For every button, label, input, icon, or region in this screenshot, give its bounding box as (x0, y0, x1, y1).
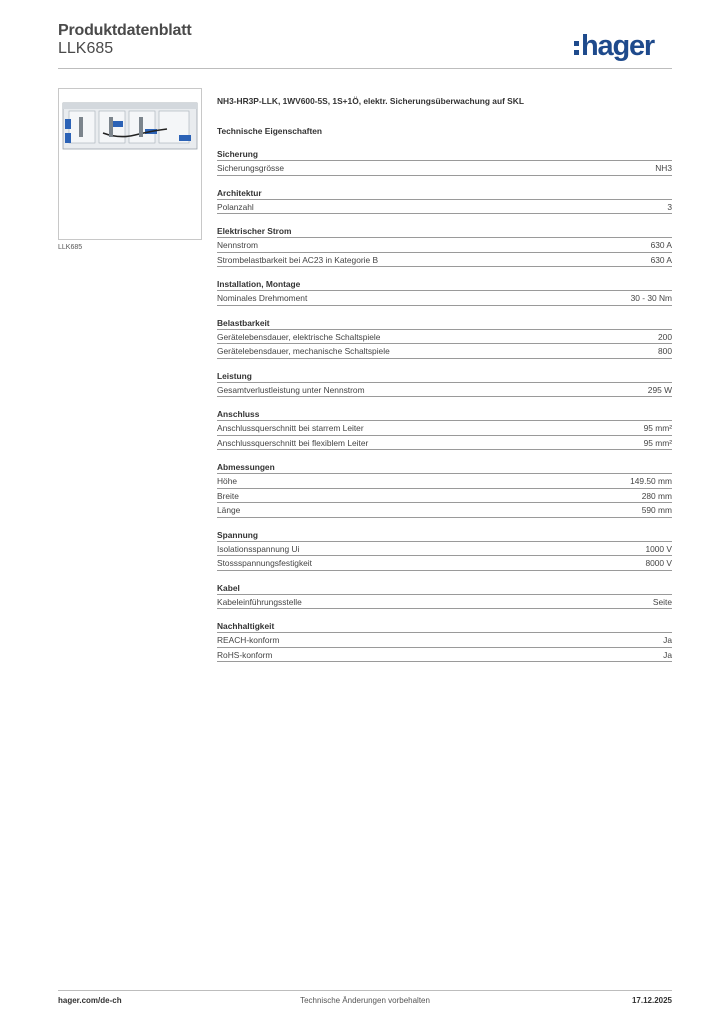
property-row (217, 200, 672, 215)
fuse-switch-illustration-icon (59, 89, 201, 239)
property-value: 800 (658, 346, 672, 356)
group-title: Nachhaltigkeit (217, 621, 672, 633)
logo-text: hager (581, 29, 654, 62)
footer-divider (58, 990, 672, 991)
logo-dots-icon (574, 41, 579, 55)
group-title: Sicherung (217, 149, 672, 161)
group-title: Anschluss (217, 409, 672, 421)
property-label: REACH-konform (217, 635, 280, 645)
property-label: Nennstrom (217, 240, 258, 250)
group-title: Leistung (217, 371, 672, 383)
group-title: Installation, Montage (217, 279, 672, 291)
property-label: Isolationsspannung Ui (217, 543, 300, 554)
product-image (58, 88, 202, 240)
group-title: Elektrischer Strom (217, 226, 672, 238)
property-label: Breite (217, 490, 239, 501)
property-row (217, 633, 672, 648)
property-label: Gerätelebensdauer, elektrische Schaltspiele (217, 331, 381, 342)
property-row (217, 344, 672, 359)
property-row (217, 474, 672, 489)
property-row (217, 648, 672, 663)
image-caption: LLK685 (58, 244, 83, 251)
property-row (217, 383, 672, 398)
property-value: 95 mm² (643, 437, 672, 448)
property-label: RoHS-konform (217, 649, 273, 660)
property-row (217, 238, 672, 253)
property-label: Gerätelebensdauer, mechanische Schaltspiele (217, 346, 390, 356)
property-label: Strombelastbarkeit bei AC23 in Kategorie B (217, 254, 379, 265)
property-value: Ja (663, 635, 672, 645)
article-number: LLK685 (58, 40, 114, 57)
property-value: 30 - 30 Nm (630, 293, 672, 303)
property-value: Seite (652, 596, 672, 607)
group-title: Belastbarkeit (217, 318, 672, 330)
brand-logo (574, 26, 654, 66)
property-label: Kabeleinführungsstelle (217, 596, 302, 607)
product-description: NH3-HR3P-LLK, 1WV600-5S, 1S+1Ö, elektr. Sicherungsüberwachung auf SKL (217, 96, 524, 106)
property-value: 590 mm (641, 505, 672, 515)
property-label: Anschlussquerschnitt bei starrem Leiter (217, 423, 364, 433)
property-row (217, 595, 672, 610)
property-row (217, 542, 672, 557)
property-row (217, 291, 672, 306)
datasheet-content (217, 96, 672, 662)
property-label: Länge (217, 505, 241, 515)
property-value: 200 (658, 331, 672, 342)
property-label: Sicherungsgrösse (217, 163, 285, 173)
property-value: 3 (667, 201, 672, 212)
footer-date: 17.12.2025 (631, 996, 672, 1005)
property-label: Stossspannungsfestigkeit (217, 558, 312, 568)
property-row (217, 330, 672, 345)
property-value: 630 A (650, 254, 672, 265)
property-row (217, 556, 672, 571)
group-title: Spannung (217, 530, 672, 542)
property-groups (217, 149, 672, 662)
property-value: 280 mm (641, 490, 672, 501)
property-value: NH3 (655, 163, 672, 173)
property-value: 1000 V (645, 543, 672, 554)
footer-website[interactable]: hager.com/de-ch (58, 996, 122, 1005)
property-row (217, 421, 672, 436)
property-label: Nominales Drehmoment (217, 293, 308, 303)
property-label: Gesamtverlustleistung unter Nennstrom (217, 384, 365, 395)
property-label: Anschlussquerschnitt bei flexiblem Leiter (217, 437, 369, 448)
group-title: Kabel (217, 583, 672, 595)
property-row (217, 489, 672, 504)
page-title: Produktdatenblatt (58, 22, 192, 39)
group-title: Abmessungen (217, 462, 672, 474)
section-heading: Technische Eigenschaften (217, 126, 323, 136)
property-value: 630 A (650, 240, 672, 250)
header-divider (58, 68, 672, 69)
property-value: Ja (663, 649, 672, 660)
property-row (217, 253, 672, 268)
property-value: 149.50 mm (630, 476, 672, 486)
property-row (217, 161, 672, 176)
footer-notice: Technische Änderungen vorbehalten (300, 996, 430, 1005)
property-value: 8000 V (645, 558, 672, 568)
property-value: 95 mm² (643, 423, 672, 433)
property-row (217, 436, 672, 451)
property-value: 295 W (647, 384, 672, 395)
property-label: Höhe (217, 476, 238, 486)
page-header (58, 20, 672, 70)
property-row (217, 503, 672, 518)
group-title: Architektur (217, 188, 672, 200)
property-label: Polanzahl (217, 201, 254, 212)
